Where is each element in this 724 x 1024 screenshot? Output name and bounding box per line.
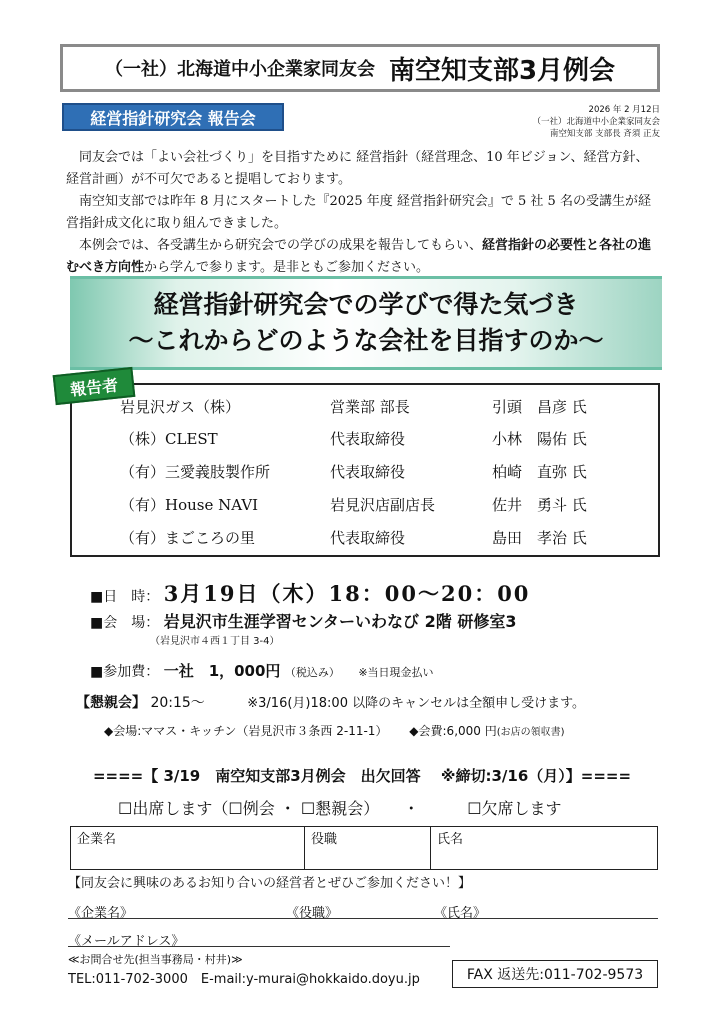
fee-value: 一社 1，000円 [163, 662, 281, 680]
party-note: ※3/16(月)18:00 以降のキャンセルは全額申し受けます。 [247, 696, 586, 711]
party-venue: ◆会場:ママス・キッチン（岩見沢市３条西 2-11-1） [104, 724, 388, 738]
venue-row [90, 609, 516, 632]
party-row [76, 692, 585, 712]
reporters-badge: 報告者 [53, 367, 136, 405]
invite-note: 【同友会に興味のあるお知り合いの経営者とぜひご参加ください！】 [68, 876, 472, 891]
reporter-position: 代表取締役 [330, 429, 406, 448]
name-label: 氏名 [437, 832, 464, 847]
position-label: 役職 [311, 832, 338, 847]
reporter-position: 代表取締役 [330, 528, 406, 547]
banner-line-1: 経営指針研究会での学びで得た気づき [153, 290, 579, 319]
venue-value: 岩見沢市生涯学習センターいわなび 2階 研修室3 [163, 612, 517, 631]
intro-p3-a: 本例会では、各受講生から研究会での学びの成果を報告してもらい、 [79, 238, 483, 253]
banner-line-2: ～これからどのような会社を目指すのか～ [128, 326, 604, 355]
party-label: 【懇親会】 [76, 695, 146, 711]
party-detail-row [104, 722, 565, 739]
contact-details: TEL:011-702-3000 E-mail:y-murai@hokkaido.doyu.jp [68, 972, 420, 987]
guest-name-label: 《氏名》 [434, 906, 487, 921]
venue-address: （岩見沢市４西１丁目 3-4） [150, 636, 280, 647]
guest-email-line[interactable] [68, 946, 450, 947]
meta-org: （一社）北海道中小企業家同友会 [532, 117, 660, 127]
party-fee-note: (お店の領収書) [496, 727, 565, 738]
reporter-position: 代表取締役 [330, 462, 406, 481]
reporter-position: 岩見沢店副店長 [330, 495, 436, 514]
intro-paragraph-2: 南空知支部では昨年 8 月にスタートした『2025 年度 経営指針研究会』で 5 社 5 名の受講生が経営指針成文化に取り組んできました。 [66, 194, 651, 231]
reply-table [70, 826, 658, 870]
theme-banner [70, 276, 662, 370]
reporter-name: 小林 陽佑 氏 [492, 429, 587, 448]
section-badge: 経営指針研究会 報告会 [62, 103, 284, 131]
signer: 南空知支部 支部長 斉須 正友 [549, 129, 660, 139]
position-field[interactable] [305, 827, 431, 869]
fee-row [90, 660, 434, 681]
title-box [60, 44, 660, 92]
meta-block [532, 104, 660, 140]
intro-p3-emphasis: 経営指針の必要性と各社の進むべき方向性 [66, 238, 652, 275]
contact-title: ≪お問合せ先(担当事務局・村井)≫ [68, 953, 243, 966]
intro-p3-c: から学んで参ります。是非ともご参加ください。 [144, 260, 429, 275]
date-value: 3月19日（木）18：00～20：00 [163, 581, 531, 606]
guest-info-line[interactable] [68, 918, 658, 919]
form-heading: ====【 3/19 南空知支部3月例会 出欠回答 ※締切:3/16（月）】==== [92, 767, 632, 785]
party-time: 20:15～ [150, 695, 205, 711]
reporter-name: 柏崎 直弥 氏 [492, 462, 587, 481]
reporter-name: 引頭 昌彦 氏 [492, 397, 587, 416]
reporter-name: 佐井 勇斗 氏 [492, 495, 587, 514]
reporter-company: 岩見沢ガス（株） [120, 397, 241, 416]
intro-paragraph-1: 同友会では「よい会社づくり」を目指すために 経営指針（経営理念、10 年ビジョン、経営方針、経営計画）が不可欠であると提唱しております。 [66, 150, 649, 187]
reporter-name: 島田 孝治 氏 [492, 528, 587, 547]
fee-tax: （税込み） [284, 666, 340, 679]
reporters-box [70, 383, 660, 557]
fee-note: ※当日現金払い [358, 666, 434, 679]
guest-company-label: 《企業名》 [68, 906, 134, 921]
issue-date: 2026 年 2 月12日 [588, 105, 660, 115]
date-row [90, 578, 530, 608]
intro-paragraph-3 [66, 235, 660, 279]
fee-label: ■参加費： [90, 664, 160, 680]
date-label: ■日 時： [90, 589, 160, 605]
attendance-options[interactable]: ☐出席します（☐例会 ・ ☐懇親会） ・ ☐欠席します [118, 799, 562, 818]
contact-block [68, 950, 420, 990]
party-fee: ◆会費:6,000 円 [409, 724, 497, 738]
company-label: 企業名 [77, 832, 117, 847]
reporter-company: （株）CLEST [120, 429, 218, 448]
reporter-company: （有）三愛義肢製作所 [120, 462, 271, 481]
reporter-company: （有）まごころの里 [120, 528, 256, 547]
name-field[interactable] [431, 827, 657, 869]
header-org: （一社）北海道中小企業家同友会 [104, 59, 375, 80]
guest-email-label: 《メールアドレス》 [68, 934, 185, 949]
fax-box: FAX 返送先:011-702-9573 [452, 960, 658, 988]
guest-position-label: 《役職》 [286, 906, 339, 921]
page-title: 南空知支部3月例会 [388, 55, 616, 86]
reporter-company: （有）House NAVI [120, 495, 259, 514]
intro-text [66, 147, 660, 279]
reporter-position: 営業部 部長 [330, 397, 410, 416]
company-field[interactable] [71, 827, 305, 869]
venue-label: ■会 場： [90, 615, 160, 631]
